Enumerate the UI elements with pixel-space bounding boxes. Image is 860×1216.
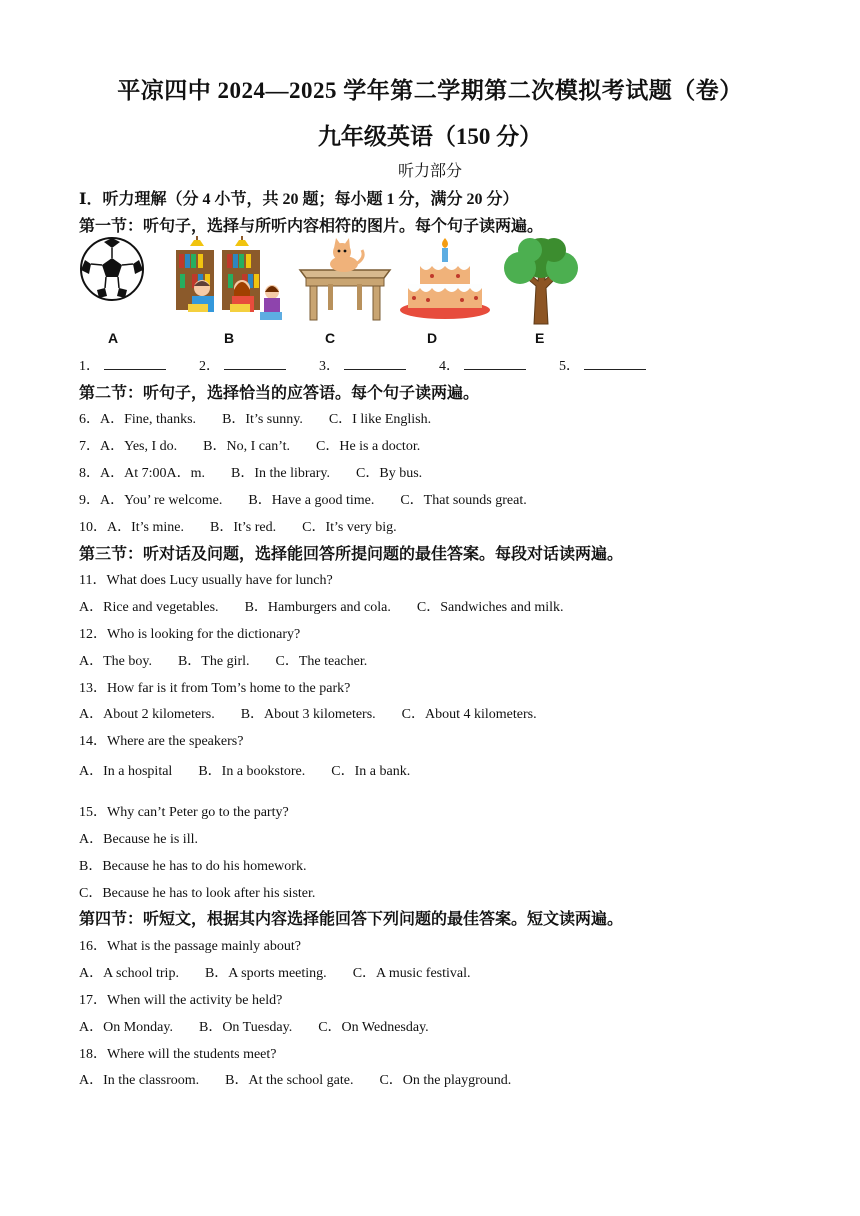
blank-number: 3． <box>319 359 340 374</box>
option-c: C．I like English. <box>328 412 432 427</box>
option-c: C．On the playground. <box>379 1073 512 1088</box>
question-17-options <box>79 1016 429 1036</box>
option-b: B．It’s red. <box>210 520 277 535</box>
question-13-options <box>79 703 537 723</box>
question-number: 10． <box>79 520 107 535</box>
option-c: C．It’s very big. <box>302 520 397 535</box>
picture-label-e: E <box>535 330 545 346</box>
blank-number: 4． <box>439 359 460 374</box>
option-a: A．On Monday. <box>79 1020 173 1035</box>
exam-title: 平凉四中 2024—2025 学年第二学期第二次模拟考试题（卷） <box>117 78 743 103</box>
tree-icon <box>500 236 582 326</box>
question-6 <box>79 408 431 428</box>
option-a: A．About 2 kilometers. <box>79 707 215 722</box>
section2-heading: 第二节：听句子，选择恰当的应答语。每个句子读两遍。 <box>79 385 480 402</box>
question-7 <box>79 435 420 455</box>
question-18-options <box>79 1069 511 1089</box>
option-a: A．In the classroom. <box>79 1073 200 1088</box>
picture-label-c: C <box>325 330 336 346</box>
question-14-options <box>79 760 410 780</box>
answer-blanks-row <box>79 355 646 375</box>
option-c: C．That sounds great. <box>400 493 527 508</box>
question-8 <box>79 462 422 482</box>
answer-blank[interactable] <box>224 357 286 370</box>
option-b: B．A sports meeting. <box>204 966 327 981</box>
option-a: A．At 7:00A．m. <box>100 466 205 481</box>
cat-on-table-icon <box>294 236 396 322</box>
birthday-cake-icon <box>398 236 492 324</box>
question-15-option-b: B．Because he has to do his homework. <box>79 859 307 874</box>
option-c: C．About 4 kilometers. <box>401 707 537 722</box>
children-reading-icon <box>172 236 284 324</box>
question-11-text: 11．What does Lucy usually have for lunch? <box>79 573 333 588</box>
blank-number: 1． <box>79 359 100 374</box>
exam-subtitle: 九年级英语（150 分） <box>317 124 543 149</box>
soccer-ball-icon <box>79 236 145 302</box>
question-18-text: 18．Where will the students meet? <box>79 1047 277 1062</box>
section1-heading: 第一节：听句子，选择与所听内容相符的图片。每个句子读两遍。 <box>79 218 544 235</box>
question-12-options <box>79 650 367 670</box>
option-b: B．No, I can’t. <box>203 439 290 454</box>
option-a: A．You’ re welcome. <box>100 493 223 508</box>
option-a: A．A school trip. <box>79 966 179 981</box>
option-b: B．Have a good time. <box>248 493 375 508</box>
option-c: C．Sandwiches and milk. <box>416 600 564 615</box>
option-c: C．He is a doctor. <box>316 439 421 454</box>
option-c: C．The teacher. <box>275 654 368 669</box>
question-11-options <box>79 596 564 616</box>
option-a: A．Yes, I do. <box>100 439 178 454</box>
option-a: A．Rice and vegetables. <box>79 600 219 615</box>
question-15-option-c: C．Because he has to look after his sister. <box>79 886 316 901</box>
option-a: A．Fine, thanks. <box>100 412 197 427</box>
option-b: B．About 3 kilometers. <box>240 707 376 722</box>
picture-label-d: D <box>427 330 438 346</box>
section4-heading: 第四节：听短文，根据其内容选择能回答下列问题的最佳答案。短文读两遍。 <box>79 911 624 928</box>
blank-number: 5． <box>559 359 580 374</box>
picture-label-a: A <box>108 330 119 346</box>
option-b: B．The girl. <box>177 654 250 669</box>
question-10 <box>79 516 397 536</box>
question-9 <box>79 489 527 509</box>
question-14-text: 14．Where are the speakers? <box>79 734 244 749</box>
option-b: B．On Tuesday. <box>198 1020 293 1035</box>
part-label: 听力部分 <box>397 163 462 180</box>
question-number: 9． <box>79 493 100 508</box>
option-c: C．A music festival. <box>352 966 471 981</box>
question-13-text: 13．How far is it from Tom’s home to the park? <box>79 681 351 696</box>
section3-heading: 第三节：听对话及问题，选择能回答所提问题的最佳答案。每段对话读两遍。 <box>79 546 624 563</box>
option-b: B．At the school gate. <box>225 1073 354 1088</box>
option-a: A．The boy. <box>79 654 152 669</box>
question-number: 8． <box>79 466 100 481</box>
question-16-options <box>79 962 471 982</box>
question-16-text: 16．What is the passage mainly about? <box>79 939 301 954</box>
question-12-text: 12．Who is looking for the dictionary? <box>79 627 301 642</box>
answer-blank[interactable] <box>344 357 406 370</box>
option-b: B．Hamburgers and cola. <box>244 600 391 615</box>
question-17-text: 17．When will the activity be held? <box>79 993 283 1008</box>
blank-number: 2． <box>199 359 220 374</box>
option-b: B．In a bookstore. <box>198 764 306 779</box>
option-a: A．In a hospital <box>79 764 173 779</box>
question-number: 7． <box>79 439 100 454</box>
option-c: C．In a bank. <box>331 764 411 779</box>
answer-blank[interactable] <box>464 357 526 370</box>
option-c: C．On Wednesday. <box>318 1020 429 1035</box>
option-c: C．By bus. <box>356 466 423 481</box>
option-b: B．It’s sunny. <box>222 412 303 427</box>
question-number: 6． <box>79 412 100 427</box>
answer-blank[interactable] <box>584 357 646 370</box>
picture-label-b: B <box>224 330 235 346</box>
option-b: B．In the library. <box>231 466 331 481</box>
option-a: A．It’s mine. <box>107 520 184 535</box>
answer-blank[interactable] <box>104 357 166 370</box>
question-15-option-a: A．Because he is ill. <box>79 832 198 847</box>
question-15-text: 15．Why can’t Peter go to the party? <box>79 805 289 820</box>
section-main-heading: Ⅰ．听力理解（分 4 小节，共 20 题；每小题 1 分，满分 20 分） <box>79 191 519 208</box>
